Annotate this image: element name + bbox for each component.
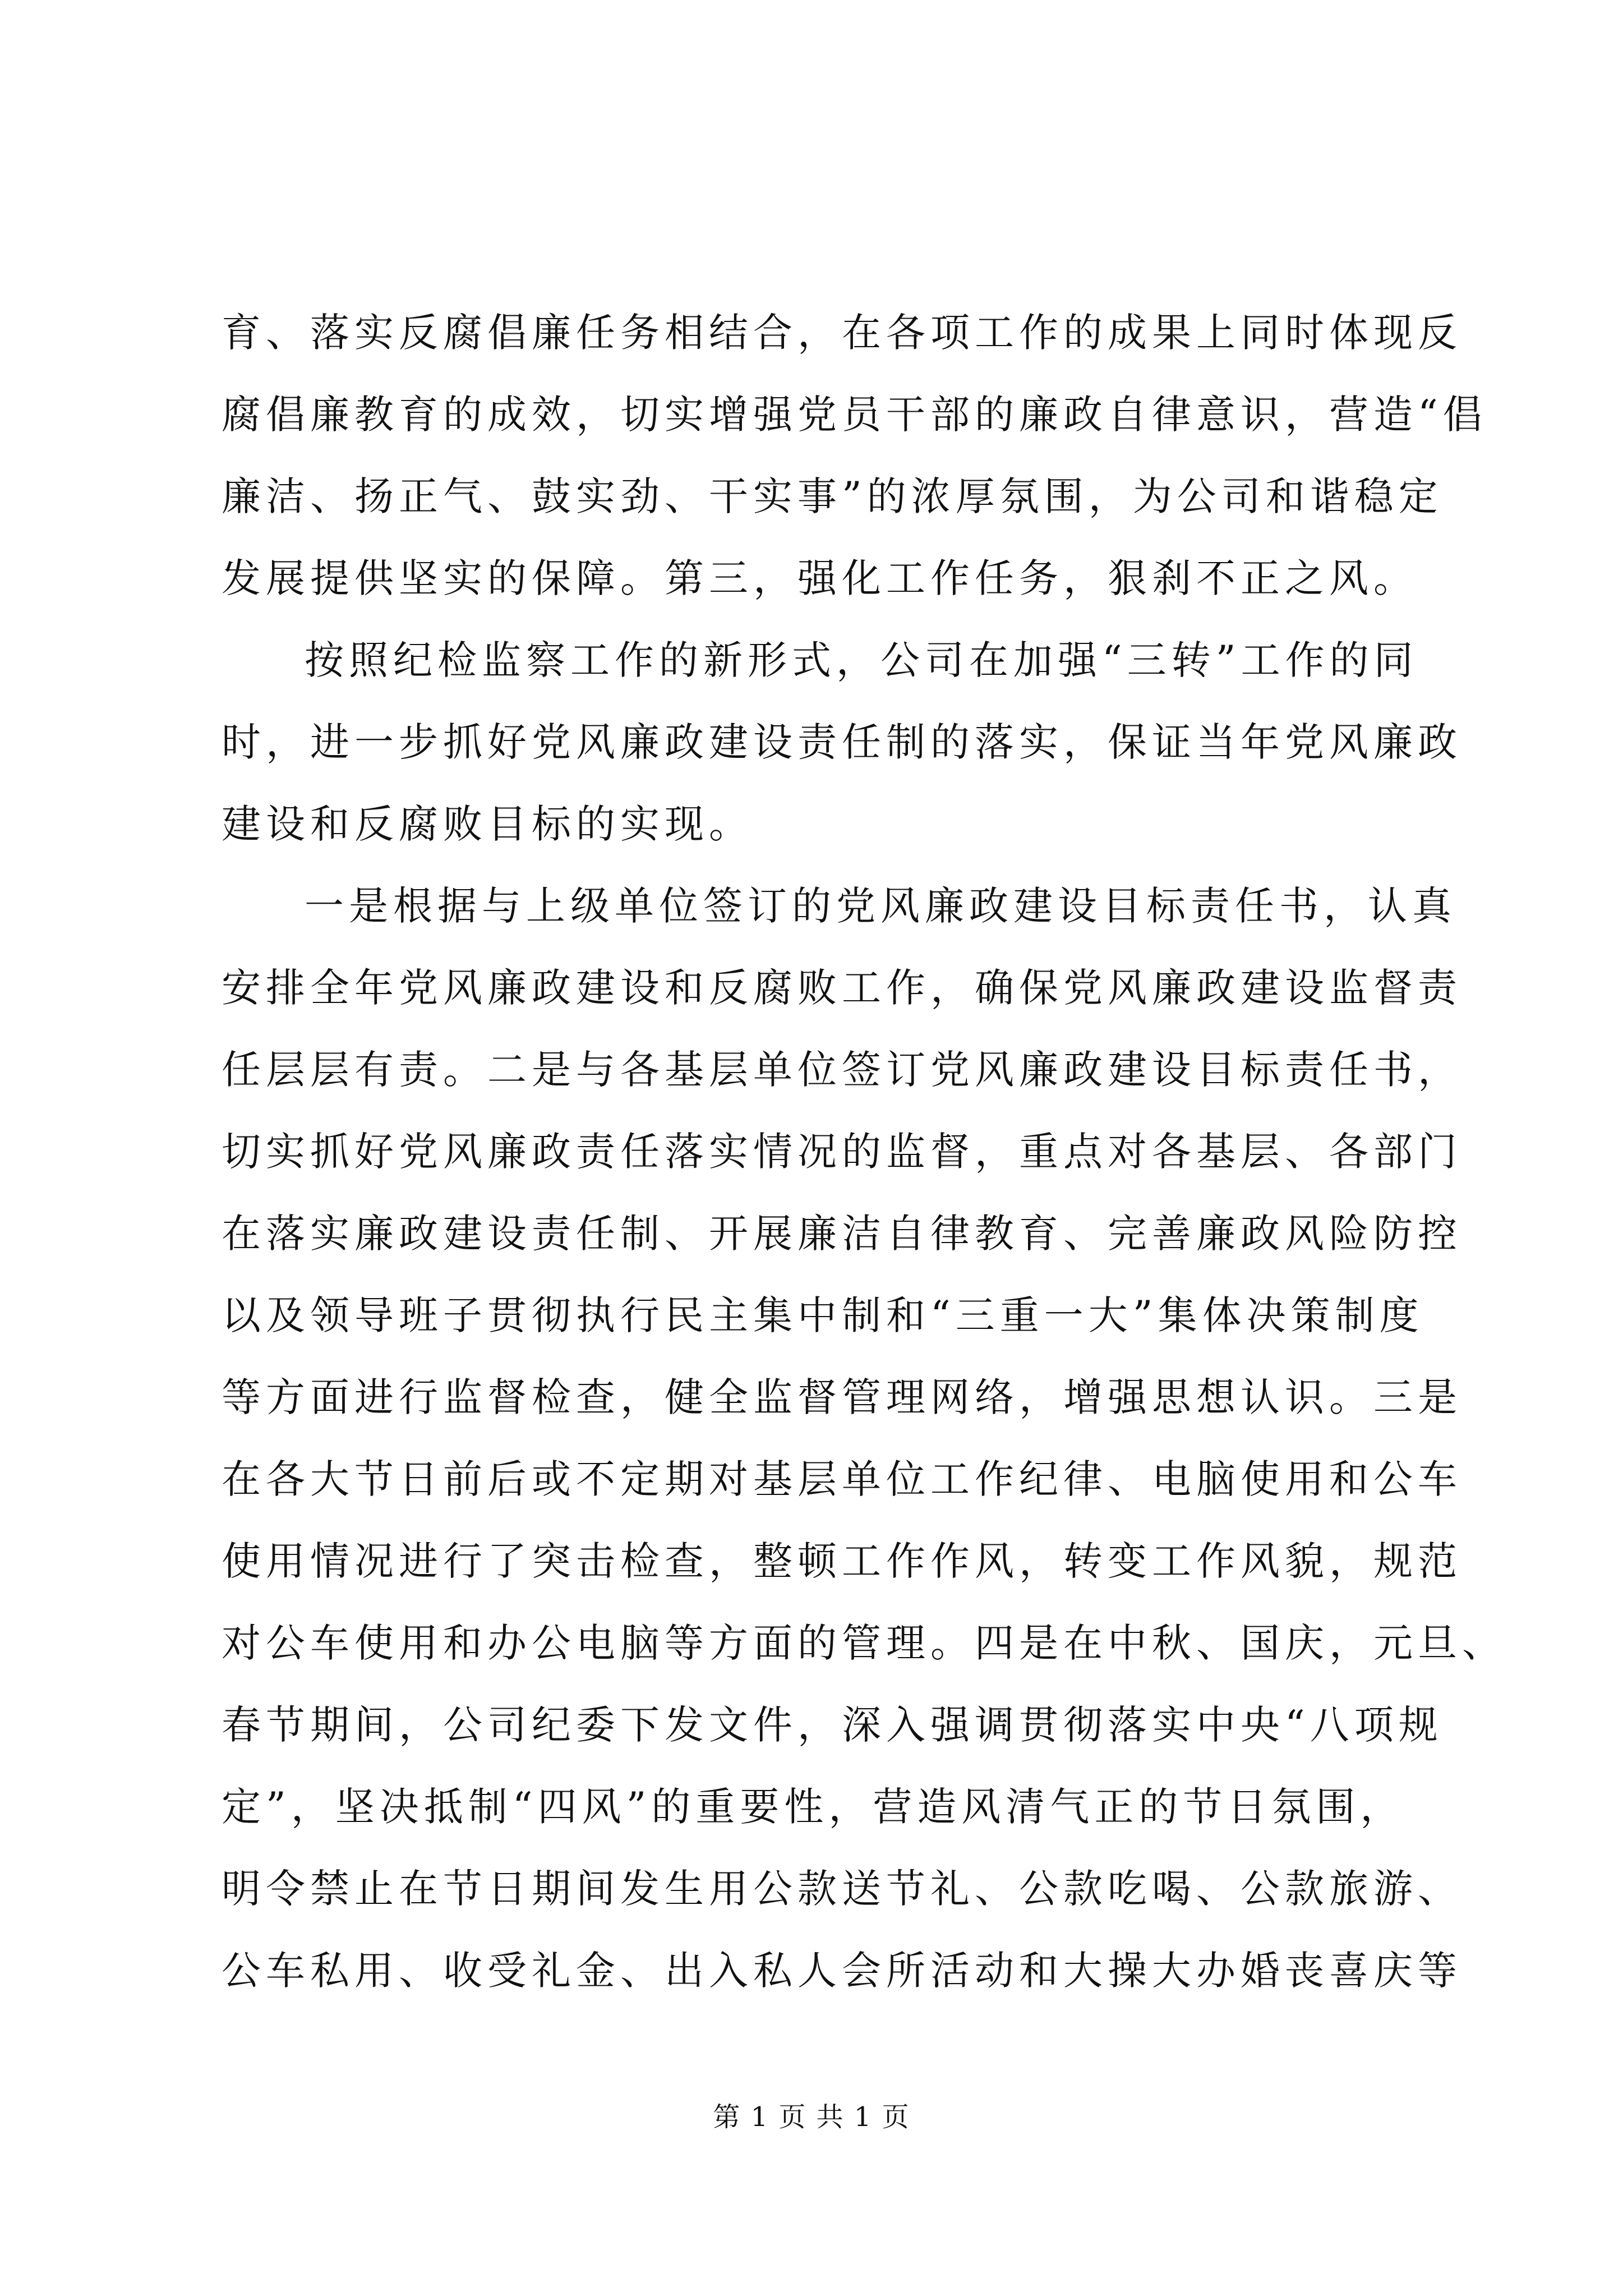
text-line: 明令禁止在节日期间发生用公款送节礼、公款吃喝、公款旅游、	[222, 1866, 1462, 1912]
page-footer: 第 1 页 共 1 页	[713, 2101, 910, 2133]
text-line: 对公车使用和办公电脑等方面的管理。四是在中秋、国庆，元旦、	[222, 1620, 1506, 1666]
text-line: 时，进一步抓好党风廉政建设责任制的落实，保证当年党风廉政	[222, 719, 1462, 765]
text-line: 春节期间，公司纪委下发文件，深入强调贯彻落实中央“八项规	[222, 1702, 1443, 1748]
text-line: 在落实廉政建设责任制、开展廉洁自律教育、完善廉政风险防控	[222, 1211, 1462, 1257]
text-line: 廉洁、扬正气、鼓实劲、干实事”的浓厚氛围，为公司和谐稳定	[222, 473, 1443, 519]
text-line: 腐倡廉教育的成效，切实增强党员干部的廉政自律意识，营造“倡	[222, 392, 1487, 438]
text-line: 建设和反腐败目标的实现。	[222, 801, 753, 847]
paragraph-first-line: 一是根据与上级单位签订的党风廉政建设目标责任书，认真	[305, 883, 1456, 929]
text-line: 以及领导班子贯彻执行民主集中制和“三重一大”集体决策制度	[222, 1292, 1424, 1338]
text-line: 切实抓好党风廉政责任落实情况的监督，重点对各基层、各部门	[222, 1129, 1462, 1175]
text-line: 任层层有责。二是与各基层单位签订党风廉政建设目标责任书，	[222, 1047, 1462, 1093]
text-line: 定”，坚决抵制“四风”的重要性，营造风清气正的节日氛围，	[222, 1784, 1405, 1830]
paragraph-first-line: 按照纪检监察工作的新形式，公司在加强“三转”工作的同	[305, 637, 1418, 683]
text-line: 等方面进行监督检查，健全监督管理网络，增强思想认识。三是	[222, 1374, 1462, 1420]
text-line: 育、落实反腐倡廉任务相结合，在各项工作的成果上同时体现反	[222, 310, 1462, 356]
text-line: 使用情况进行了突击检查，整顿工作作风，转变工作风貌，规范	[222, 1538, 1462, 1584]
text-line: 发展提供坚实的保障。第三，强化工作任务，狠刹不正之风。	[222, 555, 1418, 601]
text-line: 在各大节日前后或不定期对基层单位工作纪律、电脑使用和公车	[222, 1456, 1462, 1502]
document-body	[222, 292, 1506, 2012]
text-line: 公车私用、收受礼金、出入私人会所活动和大操大办婚丧喜庆等	[222, 1948, 1462, 1994]
text-line: 安排全年党风廉政建设和反腐败工作，确保党风廉政建设监督责	[222, 965, 1462, 1011]
